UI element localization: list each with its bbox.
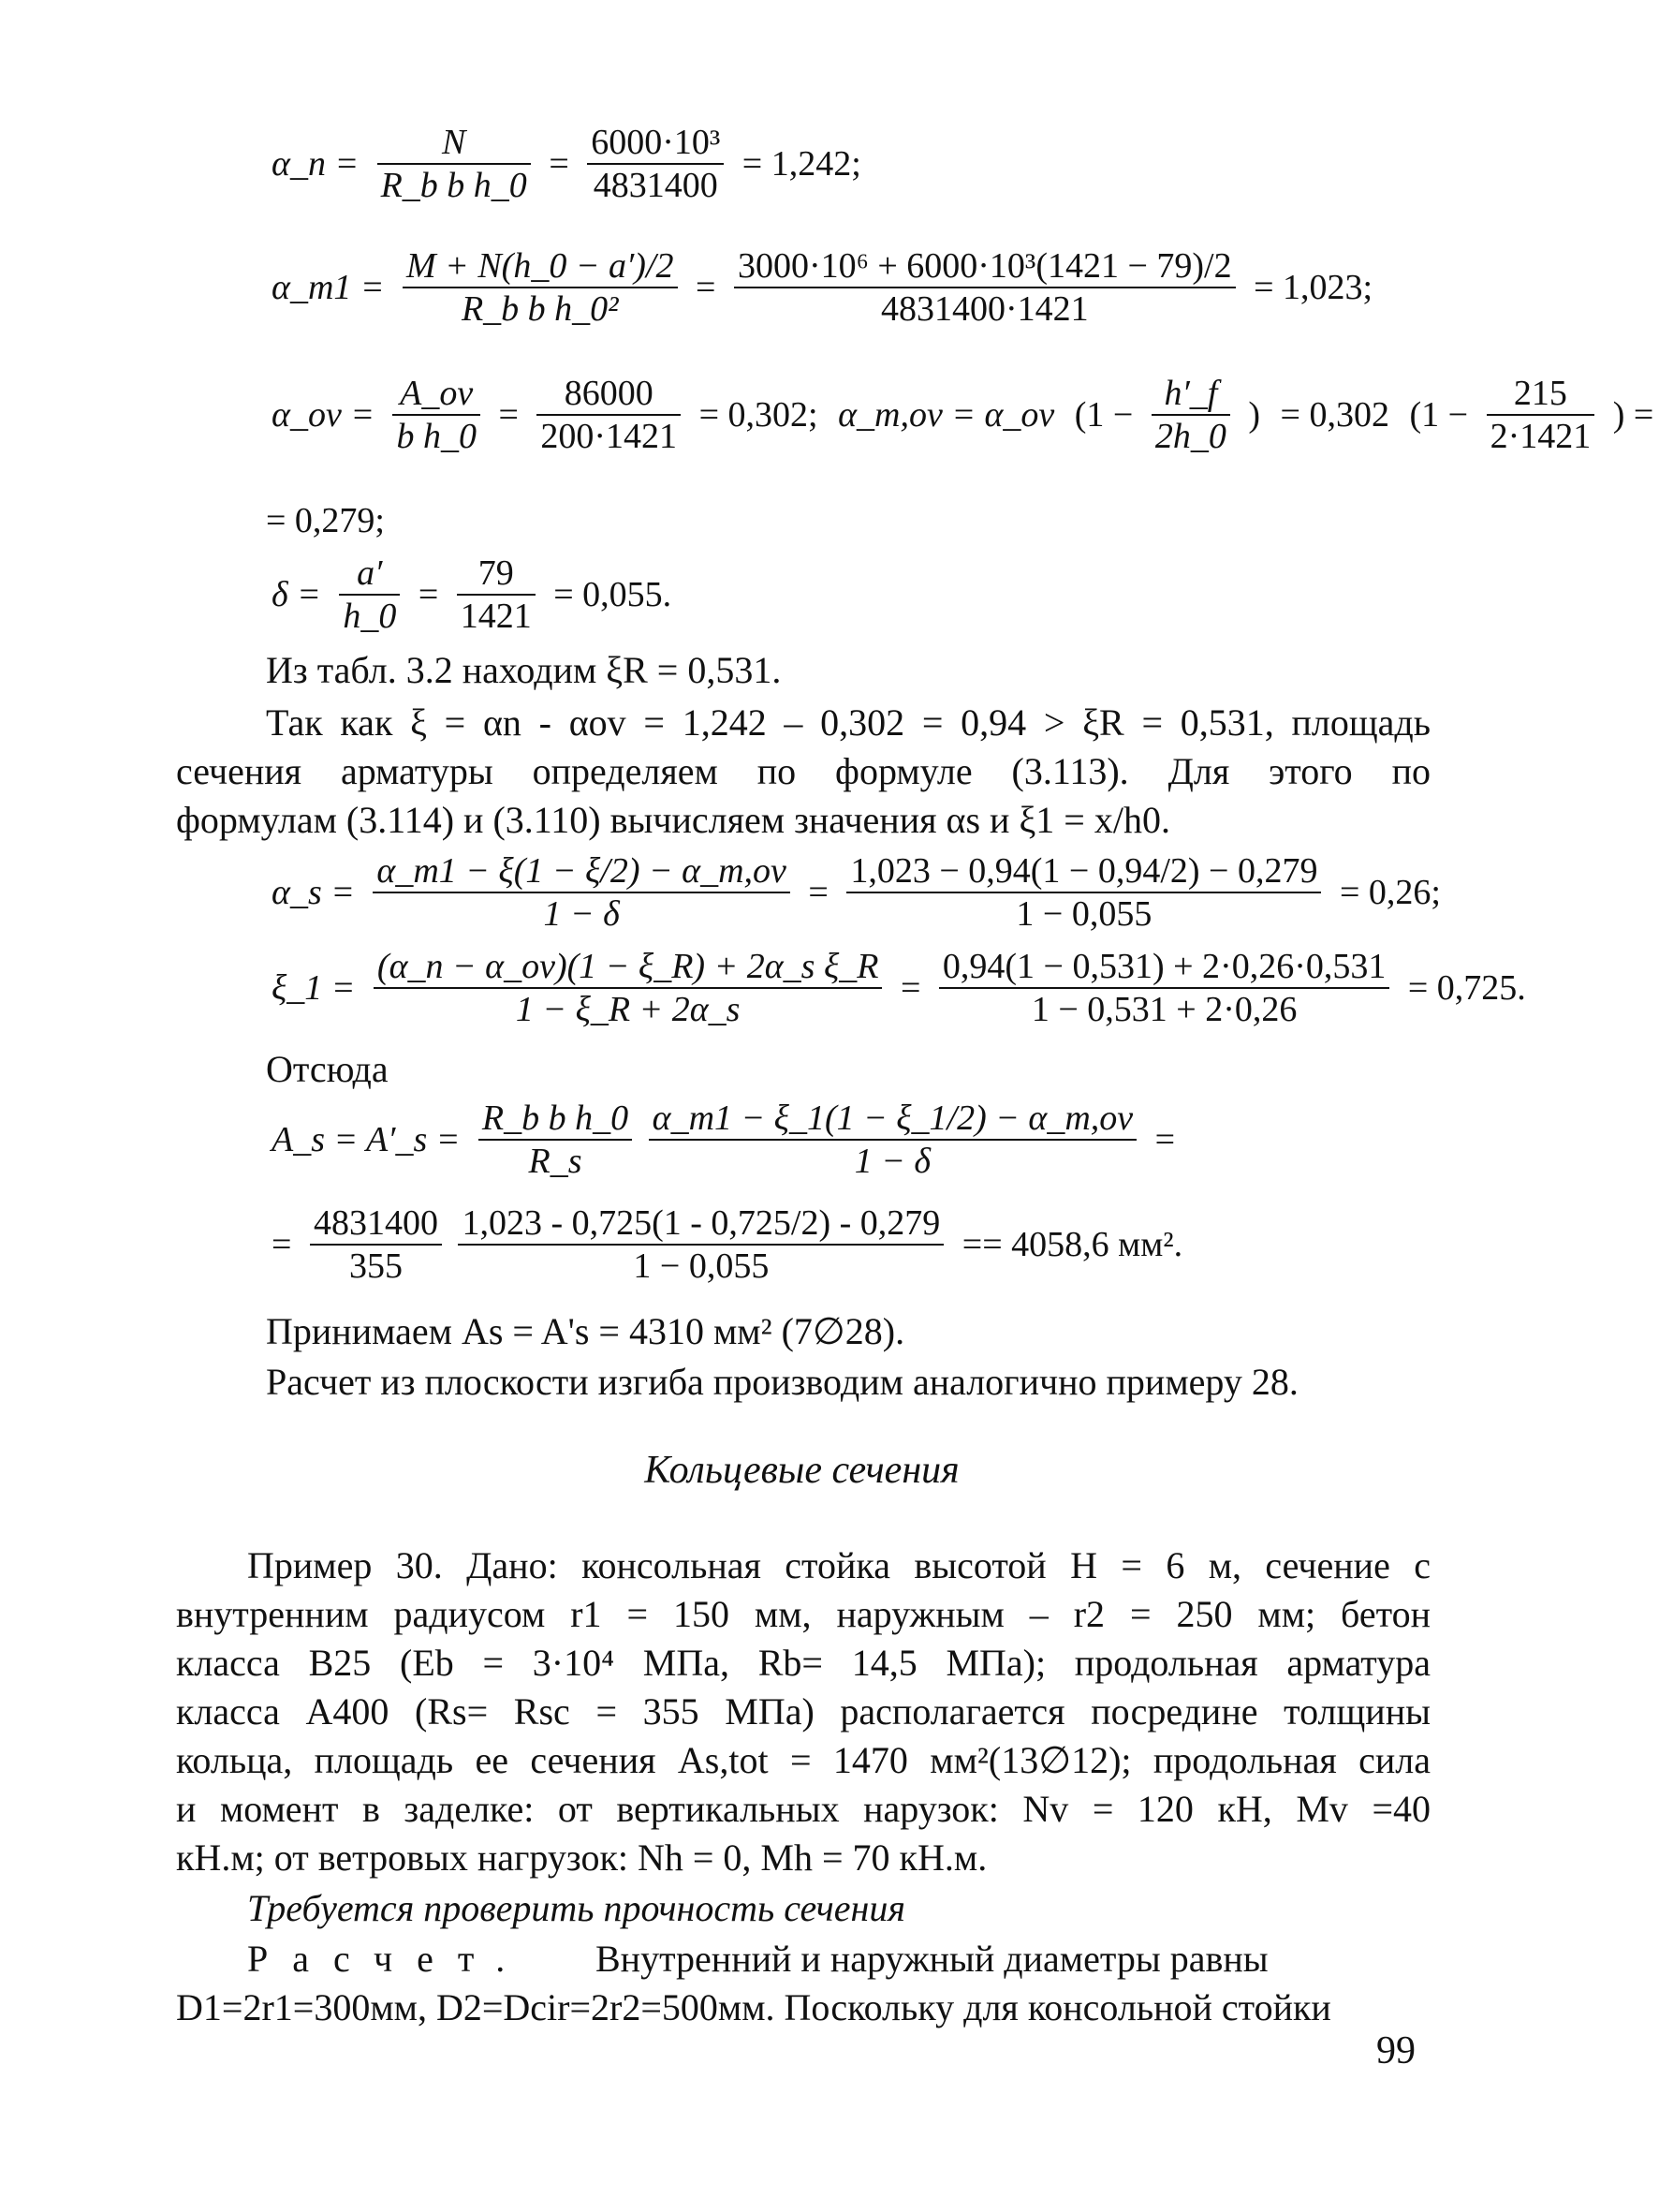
text-line: формулам (3.114) и (3.110) вычисляем значения αs и ξ1 = x/h0. bbox=[176, 799, 1170, 841]
formula-delta bbox=[266, 553, 677, 637]
formula-alpha-mov-result: = 0,279; bbox=[266, 501, 385, 540]
denominator: 1 − 0,055 bbox=[633, 1246, 770, 1286]
lhs2: α_m,ov = α_ov bbox=[838, 395, 1055, 435]
lhs: ξ_1 = bbox=[272, 968, 356, 1008]
denominator: 1 − ξ_R + 2α_s bbox=[515, 990, 741, 1029]
numerator: 0,94(1 − 0,531) + 2·0,26·0,531 bbox=[939, 946, 1389, 989]
denominator: 4831400·1421 bbox=[880, 289, 1089, 329]
result: = bbox=[1154, 1120, 1176, 1159]
formula-As-numeric bbox=[266, 1202, 1188, 1287]
paragraph-line: класса B25 (Eb = 3·10⁴ МПа, Rb= 14,5 МПа); продольная арматура bbox=[176, 1642, 1431, 1684]
denominator: 1 − 0,055 bbox=[1016, 894, 1152, 934]
numerator: 1,023 - 0,725(1 - 0,725/2) - 0,279 bbox=[458, 1202, 944, 1246]
denominator: R_b b h_0² bbox=[461, 289, 619, 329]
numerator: 1,023 − 0,94(1 − 0,94/2) − 0,279 bbox=[846, 850, 1321, 893]
paragraph-line: кН.м; от ветровых нагрузок: Nh = 0, Mh = 70 кН.м. bbox=[176, 1836, 988, 1879]
paragraph-line: и момент в заделке: от вертикальных нарузок: Nv = 120 кН, Mv =40 bbox=[176, 1788, 1431, 1830]
formula-xi1 bbox=[266, 946, 1532, 1030]
eq: = bbox=[549, 144, 569, 184]
text-prinimaem: Принимаем As = A's = 4310 мм² (7∅28). bbox=[266, 1310, 905, 1352]
lhs: δ = bbox=[272, 575, 321, 614]
result: == 4058,6 мм². bbox=[962, 1225, 1183, 1264]
fraction bbox=[403, 245, 677, 330]
numerator: α_m1 − ξ(1 − ξ/2) − α_m,ov bbox=[373, 850, 789, 893]
fraction bbox=[649, 1098, 1137, 1182]
formula-alpha-s bbox=[266, 850, 1446, 935]
page-number: 99 bbox=[1376, 2029, 1416, 2072]
paragraph-line: Пример 30. Дано: консольная стойка высотой H = 6 м, сечение с bbox=[247, 1544, 1431, 1586]
result: = 0,055. bbox=[553, 575, 672, 614]
numerator: h′_f bbox=[1152, 373, 1230, 416]
formula-alpha-m1 bbox=[266, 245, 1378, 330]
paragraph-line: внутренним радиусом r1 = 150 мм, наружным – r2 = 250 мм; бетон bbox=[176, 1593, 1431, 1635]
fraction bbox=[939, 946, 1389, 1030]
numerator: 6000·10³ bbox=[587, 122, 724, 165]
fraction bbox=[536, 373, 681, 457]
raschet-line: Внутренний и наружный диаметры равны bbox=[595, 1938, 1269, 1980]
fraction bbox=[1487, 373, 1595, 457]
numerator: 79 bbox=[457, 553, 536, 596]
lhs: = bbox=[272, 1225, 292, 1264]
numerator: R_b b h_0 bbox=[478, 1098, 632, 1141]
text-line: Из табл. 3.2 находим ξR = 0,531. bbox=[266, 649, 782, 691]
denominator: 4831400 bbox=[593, 166, 718, 205]
fraction bbox=[1152, 373, 1230, 457]
numerator: N bbox=[377, 122, 531, 165]
eq: = bbox=[808, 873, 829, 912]
formula-alpha-n bbox=[266, 122, 867, 206]
denominator: 1421 bbox=[460, 597, 532, 636]
fraction bbox=[310, 1202, 442, 1287]
eq: = bbox=[498, 395, 519, 435]
result: = 0,725. bbox=[1407, 968, 1526, 1008]
formula-As bbox=[266, 1098, 1181, 1182]
text-line: Так как ξ = αn - αov = 1,242 – 0,302 = 0,94 > ξR = 0,531, площадь bbox=[266, 701, 1431, 744]
numerator: 3000·10⁶ + 6000·10³(1421 − 79)/2 bbox=[734, 245, 1236, 288]
result: = 1,242; bbox=[741, 144, 861, 184]
denominator: R_s bbox=[528, 1142, 582, 1181]
fraction bbox=[458, 1202, 944, 1287]
lhs: A_s = A′_s = bbox=[272, 1120, 461, 1159]
denominator: 2·1421 bbox=[1490, 417, 1592, 456]
bracket-open: (1 − bbox=[1409, 395, 1469, 435]
denominator: 1 − δ bbox=[543, 894, 620, 934]
lhs: α_n = bbox=[272, 144, 360, 184]
raschet-line: D1=2r1=300мм, D2=Dcir=2r2=500мм. Поскольку для консольной стойки bbox=[176, 1986, 1331, 2028]
fraction bbox=[373, 850, 789, 935]
result: = 1,023; bbox=[1254, 268, 1373, 307]
paragraph-line: кольца, площадь ее сечения As,tot = 1470 мм²(13∅12); продольная сила bbox=[176, 1739, 1431, 1781]
numerator: a′ bbox=[339, 553, 400, 596]
denominator: b h_0 bbox=[396, 417, 477, 456]
lhs: α_s = bbox=[272, 873, 355, 912]
fraction bbox=[457, 553, 536, 637]
fraction bbox=[734, 245, 1236, 330]
lhs: α_m1 = bbox=[272, 268, 385, 307]
paragraph-line: класса А400 (Rs= Rsc = 355 МПа) располагается посредине толщины bbox=[176, 1690, 1431, 1733]
result: = 0,302; bbox=[698, 395, 818, 435]
eq: = bbox=[696, 268, 716, 307]
text-otsyuda: Отсюда bbox=[266, 1048, 389, 1090]
numerator: M + N(h_0 − a′)/2 bbox=[403, 245, 677, 288]
denominator: 1 − δ bbox=[854, 1142, 932, 1181]
numerator: A_ov bbox=[392, 373, 480, 416]
text-line: сечения арматуры определяем по формуле (3.113). Для этого по bbox=[176, 750, 1431, 792]
eq: = bbox=[418, 575, 439, 614]
bracket-close: ) bbox=[1248, 395, 1261, 435]
raschet-word: Расчет. bbox=[247, 1938, 530, 1980]
fraction bbox=[377, 122, 531, 206]
fraction bbox=[478, 1098, 632, 1182]
formula-alpha-ov bbox=[266, 373, 1659, 457]
numerator: 86000 bbox=[536, 373, 681, 416]
bracket-open: (1 − bbox=[1074, 395, 1134, 435]
numerator: α_m1 − ξ_1(1 − ξ_1/2) − α_m,ov bbox=[649, 1098, 1137, 1141]
fraction bbox=[846, 850, 1321, 935]
fraction bbox=[374, 946, 883, 1030]
result: = 0,26; bbox=[1339, 873, 1441, 912]
numerator: (α_n − α_ov)(1 − ξ_R) + 2α_s ξ_R bbox=[374, 946, 883, 989]
eq: = bbox=[900, 968, 921, 1008]
bracket-close: ) = bbox=[1612, 395, 1654, 435]
numerator: 4831400 bbox=[310, 1202, 442, 1246]
fraction bbox=[587, 122, 724, 206]
text-raschet-iz-ploskosti: Расчет из плоскости изгиба производим аналогично примеру 28. bbox=[266, 1361, 1299, 1403]
denominator: R_b b h_0 bbox=[380, 166, 527, 205]
lhs: α_ov = bbox=[272, 395, 374, 435]
section-heading: Кольцевые сечения bbox=[644, 1449, 960, 1492]
trebuetsya-line: Требуется проверить прочность сечения bbox=[247, 1887, 905, 1929]
denominator: h_0 bbox=[343, 597, 397, 636]
denominator: 2h_0 bbox=[1154, 417, 1226, 456]
denominator: 200·1421 bbox=[540, 417, 678, 456]
denominator: 1 − 0,531 + 2·0,26 bbox=[1031, 990, 1298, 1029]
denominator: 355 bbox=[348, 1246, 403, 1286]
fraction bbox=[339, 553, 400, 637]
fraction bbox=[392, 373, 480, 457]
mid-value: = 0,302 bbox=[1280, 395, 1389, 435]
numerator: 215 bbox=[1487, 373, 1595, 416]
